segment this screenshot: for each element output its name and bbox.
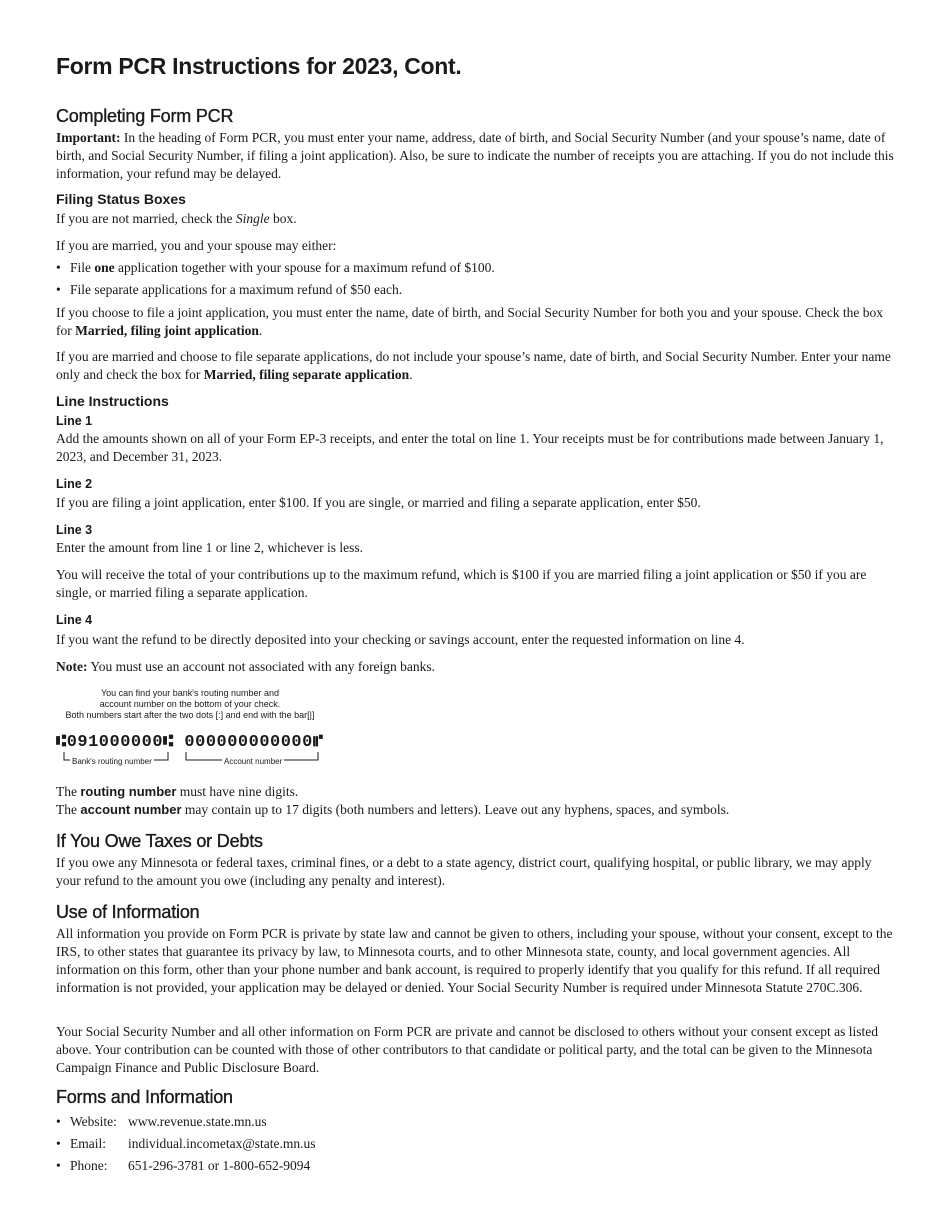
routing-bold: routing number: [80, 784, 177, 799]
separate-bold: Married, filing separate application: [203, 367, 410, 382]
account-pre: The: [56, 802, 81, 817]
account-paragraph: [56, 801, 898, 819]
bullet-dot: •: [56, 1136, 61, 1151]
line3-heading: Line 3: [56, 523, 93, 537]
email-item: [56, 1135, 316, 1153]
separate-paragraph: [56, 348, 898, 384]
line3-text2: You will receive the total of your contributions up to the maximum refund, which is $100 if you are married filing a joint application or $50 if you are single, or married filing a separate application.: [56, 567, 867, 600]
line-instructions-heading: Line Instructions: [56, 393, 169, 409]
line3-text: Enter the amount from line 1 or line 2, whichever is less.: [56, 540, 364, 555]
routing-label: Bank's routing number: [72, 757, 152, 766]
owe-heading: If You Owe Taxes or Debts: [56, 831, 263, 851]
check-caption-line1: You can find your bank's routing number and: [100, 688, 279, 698]
line1-text: Add the amounts shown on all of your Form EP-3 receipts, and enter the total on line 1. Your receipts must be for contributions made between January 1, 2023, and December 31, 2023.: [56, 431, 884, 464]
routing-pre: The: [56, 784, 81, 799]
separate-pre: If you are married and choose to file separate applications, do not include your spouse’s name, date of birth, and Social Security Number. Enter your name only and check the box for: [56, 349, 891, 382]
single-pre: If you are not married, check the: [56, 211, 236, 226]
joint-bold: Married, filing joint application: [75, 323, 259, 338]
important-text: In the heading of Form PCR, you must enter your name, address, date of birth, and Social Security Number (and your spouse’s name, date of birth, and Social Security Number, if filing a joint application). Also, be sure to indicate the number of receipts you are attaching. If you do not include this information, your refund may be delayed.: [56, 130, 894, 181]
website-link[interactable]: www.revenue.state.mn.us: [128, 1114, 267, 1129]
bullet1-bold: one: [94, 260, 115, 275]
bullet-dot: •: [56, 1158, 61, 1173]
important-label: Important:: [56, 130, 121, 145]
bullet2-text: File separate applications for a maximum refund of $50 each.: [70, 282, 403, 297]
bullet-dot: •: [56, 1114, 61, 1129]
note-paragraph: [56, 658, 898, 676]
line4-heading: Line 4: [56, 613, 93, 627]
note-label: Note:: [56, 659, 88, 674]
single-emphasis: Single: [235, 211, 270, 226]
married-intro: If you are married, you and your spouse may either:: [56, 238, 337, 253]
bullet-dot: •: [56, 282, 61, 297]
account-label: Account number: [224, 757, 283, 766]
line1-heading: Line 1: [56, 414, 93, 428]
joint-paragraph: [56, 304, 898, 340]
email-label: Email:: [70, 1136, 106, 1151]
separate-post: .: [409, 367, 413, 382]
filing-status-heading: Filing Status Boxes: [56, 191, 186, 207]
check-micr-line: ⑆091000000⑆ 000000000000⑈: [56, 733, 324, 752]
account-bold: account number: [80, 802, 182, 817]
use-info-heading: Use of Information: [56, 902, 200, 922]
single-post: box.: [269, 211, 297, 226]
routing-post: must have nine digits.: [176, 784, 299, 799]
completing-heading: Completing Form PCR: [56, 106, 234, 126]
important-paragraph: [56, 129, 898, 183]
check-caption-line2: account number on the bottom of your check.: [99, 699, 281, 709]
line2-text: If you are filing a joint application, enter $100. If you are single, or married and filing a separate application, enter $50.: [56, 495, 701, 510]
forms-heading: Forms and Information: [56, 1087, 233, 1107]
page-title: Form PCR Instructions for 2023, Cont.: [56, 53, 462, 79]
use-info-text2: Your Social Security Number and all other information on Form PCR are private and cannot be disclosed to others without your consent except as listed above. Your contribution can be counted with those of other contributors to that candidate or political party, and the total can be given to the Minnesota Campaign Finance and Public Disclosure Board.: [56, 1024, 878, 1075]
phone-item: [56, 1157, 310, 1175]
bullet-joint: [56, 259, 495, 277]
phone-label: Phone:: [70, 1158, 108, 1173]
joint-post: .: [258, 323, 263, 338]
email-link[interactable]: individual.incometax@state.mn.us: [128, 1136, 316, 1151]
bullet1-post: application together with your spouse for a maximum refund of $100.: [114, 260, 495, 275]
use-info-text1: All information you provide on Form PCR is private by state law and cannot be given to others, including your spouse, without your consent, except to the IRS, to other states that guarantee its privacy by law, to Minnesota courts, and to other Minnesota state, county, and local government agencies. All information on this form, other than your phone number and bank account, is required to properly identify that you qualify for this refund. If all required information is not provided, your application may be delayed or denied. Your Social Security Number is required under Minnesota Statute 270C.306.: [56, 926, 893, 995]
bullet-separate: [56, 281, 402, 299]
line2-heading: Line 2: [56, 477, 93, 491]
phone-number: 651-296-3781 or 1-800-652-9094: [128, 1158, 311, 1173]
check-caption-line3: Both numbers start after the two dots [:] and end with the bar[|]: [65, 710, 315, 720]
note-text: You must use an account not associated with any foreign banks.: [87, 659, 436, 674]
owe-text: If you owe any Minnesota or federal taxes, criminal fines, or a debt to a state agency, district court, qualifying hospital, or public library, we may apply your refund to the amount you owe (including any penalty and interest).: [56, 855, 872, 888]
website-item: [56, 1113, 267, 1131]
routing-paragraph: [56, 783, 898, 801]
line4-text: If you want the refund to be directly deposited into your checking or savings account, enter the requested information on line 4.: [56, 632, 745, 647]
joint-pre: If you choose to file a joint application, you must enter the name, date of birth, and Social Security Number for both you and your spouse. Check the box for: [56, 305, 884, 338]
bullet1-pre: File: [70, 260, 95, 275]
check-illustration: [56, 688, 336, 721]
account-post: may contain up to 17 digits (both numbers and letters). Leave out any hyphens, spaces, and symbols.: [181, 802, 730, 817]
bullet-dot: •: [56, 260, 61, 275]
website-label: Website:: [70, 1114, 117, 1129]
single-paragraph: [56, 210, 898, 228]
